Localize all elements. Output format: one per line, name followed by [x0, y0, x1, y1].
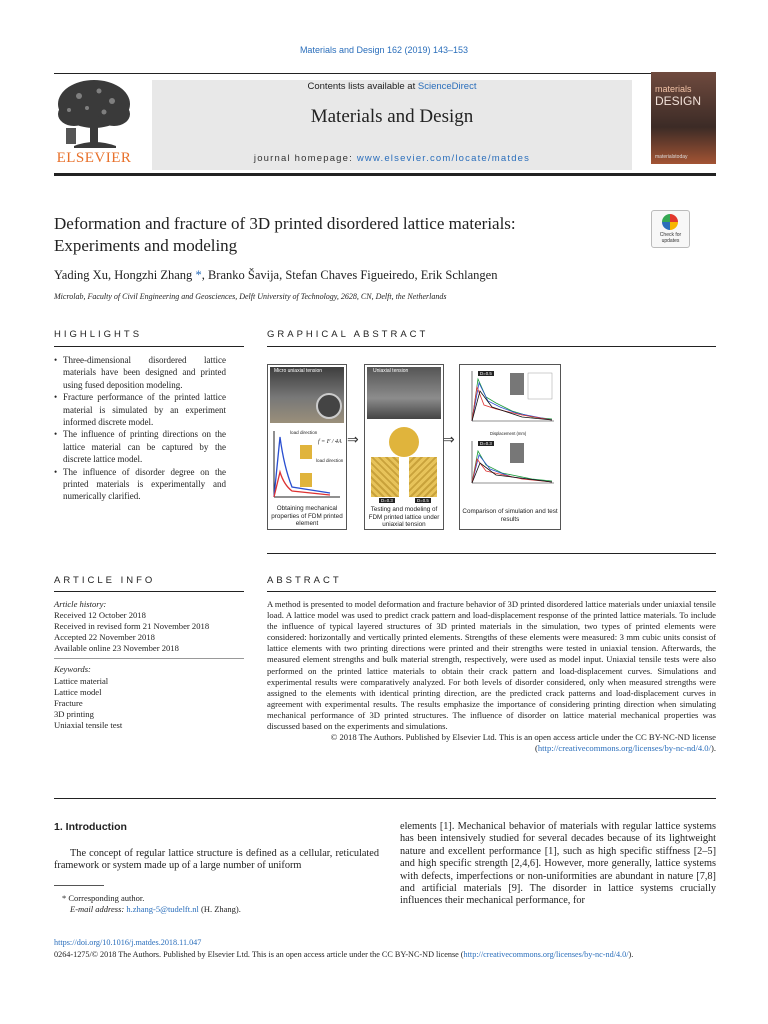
footnote-rule — [54, 885, 104, 886]
article-info-rule — [54, 591, 244, 592]
info-divider — [54, 658, 244, 659]
homepage-line — [152, 153, 632, 164]
arrow-right-icon: ⇒ — [347, 433, 359, 448]
arrow-right-icon: ⇒ — [443, 433, 455, 448]
load-direction-label-1: load direction — [290, 430, 318, 435]
intro-right-column: elements [1]. Mechanical behavior of materials with regular lattice systems has been intensively studied for several decades because of its lightweight nature and excellent performance [1], such as high specific stiffness [2–5] and high specific strength [2,4,6]. However, more generally, lattice systems with defects, imperfections or non-uniformities are abundant in nature [7,8] and artificial materials [9]. The disorder in lattice systems crucially influences their mechanical performance, for — [400, 821, 716, 907]
homepage-link[interactable]: www.elsevier.com/locate/matdes — [356, 153, 531, 164]
copyright-end: ). — [710, 743, 716, 754]
specimen-inset-photo — [316, 393, 342, 419]
graphical-abstract-panel-element — [267, 364, 347, 530]
keyword: Fracture — [54, 697, 83, 708]
footer-license-prefix: 0264-1275/© 2018 The Authors. Published by Elsevier Ltd. This is an open access article under the CC BY-NC-ND license ( — [54, 950, 464, 959]
graphical-abstract-heading: GRAPHICAL ABSTRACT — [267, 329, 429, 340]
graphical-abstract-panel-comparison — [459, 364, 561, 530]
check-updates-icon — [662, 214, 678, 230]
authors-part-2: , Branko Šavija, Stefan Chaves Figueiredo, Erik Schlangen — [201, 268, 498, 282]
uniaxial-tension-photo — [367, 367, 441, 419]
panel3-caption: Comparison of simulation and test results — [462, 508, 558, 523]
micro-tension-label: Micro uniaxial tension — [274, 368, 323, 374]
journal-cover-image[interactable] — [651, 72, 716, 164]
abstract-rule — [267, 591, 716, 592]
footnote — [54, 893, 384, 915]
authors-part-1: Yading Xu, Hongzhi Zhang — [54, 268, 196, 282]
email-note — [54, 904, 384, 915]
uniaxial-tension-label: Uniaxial tension — [373, 368, 409, 374]
contents-line — [152, 81, 632, 92]
journal-name: Materials and Design — [310, 106, 474, 127]
homepage-prefix: journal homepage: — [253, 153, 357, 164]
article-info-heading: ARTICLE INFO — [54, 575, 156, 586]
journal-reference-link[interactable]: Materials and Design 162 (2019) 143–153 — [299, 45, 469, 55]
highlight-item: • The influence of printing directions on the lattice material can be captured by the discrete lattice model. — [54, 428, 226, 465]
title-line-2: Experiments and modeling — [54, 236, 238, 255]
lattice-specimen-a — [371, 457, 399, 497]
lattice-specimen-b — [409, 457, 437, 497]
copyright-text: © 2018 The Authors. Published by Elsevier Ltd. This is an open access article under the CC BY-NC-ND license ( — [330, 732, 716, 754]
panel1-caption: Obtaining mechanical properties of FDM printed element — [271, 505, 343, 527]
load-displacement-chart-2 — [462, 437, 558, 491]
graphical-abstract-rule-bottom — [267, 553, 716, 554]
doi-link[interactable]: https://doi.org/10.1016/j.matdes.2018.11.047 — [54, 938, 202, 947]
keywords-label: Keywords: — [54, 664, 91, 675]
highlights-heading: HIGHLIGHTS — [54, 329, 143, 340]
header-bottom-rule — [54, 173, 716, 176]
author-list — [54, 268, 694, 283]
disorder-label-b: D=0.5 — [417, 498, 429, 503]
introduction-heading: 1. Introduction — [54, 821, 127, 833]
cover-text-small: materials — [655, 84, 692, 94]
corresponding-text: Corresponding author. — [68, 893, 145, 903]
accepted-date: Accepted 22 November 2018 — [54, 632, 155, 643]
abstract-bottom-rule — [54, 798, 716, 799]
header-top-rule — [54, 73, 716, 74]
load-displacement-chart-1 — [462, 367, 558, 431]
revised-date: Received in revised form 21 November 2018 — [54, 621, 210, 632]
abstract-text: A method is presented to model deformation and fracture behavior of 3D printed disordered lattice materials under uniaxial tensile load. A lattice model was used to predict crack pattern and load-displacement response of the printed lattice materials. To include the influence of typical layered structures of 3D printed materials in the simulation, two types of printed elements were considered: horizontally and vertically printed elements. Strengths of these elements were measured: 3 mm cubic units consist of lattice elements with two printing directions were printed and their strengths were tested in uniaxial tension. Afterwards, the measured element strengths and bulk material strength, respectively, were used as model input. Uniaxial tensile tests were also performed on the printed lattice materials to obtain their crack pattern and load-displacement curves. Simulations and experimental results were comparatively analyzed. For both levels of disorder considered, only when measured strengths were assigned to the elements with identical printing direction, are the predicted crack patterns and load-displacement curves in agreement with experimental results. The results emphasize the importance of considering printing direction when simulating mechanical performance of 3D printed structures. The influence of disorder on lattice material mechanical properties was discussed based on the experiments and simulations. — [267, 599, 716, 732]
email-link[interactable]: h.zhang-5@tudelft.nl — [126, 904, 199, 914]
cover-text-big: DESIGN — [655, 94, 702, 108]
check-for-updates-badge[interactable] — [651, 210, 690, 248]
article-title — [54, 213, 614, 257]
email-suffix: (H. Zhang). — [198, 904, 241, 914]
highlight-item: • Fracture performance of the printed lattice material is simulated by an experiment informed discrete model. — [54, 391, 226, 428]
disorder-label-a: D=0.3 — [381, 498, 393, 503]
corresponding-author-link[interactable]: * — [195, 268, 202, 282]
abstract-copyright — [267, 732, 716, 754]
highlights-rule — [54, 346, 244, 347]
footer-license-line — [54, 950, 734, 959]
footer-license-suffix: ). — [628, 950, 634, 959]
keyword: Lattice model — [54, 686, 102, 697]
history-label: Article history: — [54, 599, 107, 609]
contents-prefix: Contents lists available at — [307, 81, 418, 92]
affiliation: Microlab, Faculty of Civil Engineering and Geosciences, Delft University of Technology, 2628, CN, Delft, the Netherlands — [54, 292, 447, 301]
graphical-abstract-rule-top — [267, 346, 716, 347]
license-link[interactable]: http://creativecommons.org/licenses/by-nc-nd/4.0/ — [537, 743, 711, 754]
cover-text-bottom: materialstoday — [655, 154, 688, 160]
keyword: Uniaxial tensile test — [54, 719, 123, 730]
highlights-list — [54, 354, 226, 503]
keyword: 3D printing — [54, 708, 94, 719]
strength-formula: f = F / 4A — [318, 439, 342, 445]
footer-license-link[interactable]: http://creativecommons.org/licenses/by-nc-nd/4.0/ — [463, 950, 629, 959]
chart2-tag: D=0.3 — [480, 441, 492, 446]
email-label: E-mail address: — [70, 904, 127, 914]
article-info-block — [54, 599, 244, 731]
highlight-item: • Three-dimensional disordered lattice materials have been designed and printed using fused deposition modeling. — [54, 354, 226, 391]
chart1-tag: D=0.5 — [480, 371, 492, 376]
abstract-body — [267, 599, 716, 754]
received-date: Received 12 October 2018 — [54, 610, 146, 621]
sciencedirect-link[interactable]: ScienceDirect — [417, 81, 477, 92]
online-date: Available online 23 November 2018 — [54, 643, 179, 654]
corresponding-note: * Corresponding author. — [62, 893, 145, 903]
intro-left-column: The concept of regular lattice structure is defined as a cellular, reticulated framework or system made up of a large number of uniform — [54, 848, 379, 872]
panel2-caption: Testing and modeling of FDM printed lattice under uniaxial tension — [368, 506, 440, 528]
check-updates-label: Check for updates — [659, 232, 682, 244]
keyword: Lattice material — [54, 675, 109, 686]
abstract-heading: ABSTRACT — [267, 575, 342, 586]
elsevier-wordmark: ELSEVIER — [56, 150, 132, 166]
graphical-abstract-panel-lattice — [364, 364, 444, 530]
title-line-1: Deformation and fracture of 3D printed disordered lattice materials: — [54, 214, 516, 233]
highlight-item: • The influence of disorder degree on the printed materials is experimentally and numerically clarified. — [54, 466, 226, 503]
load-direction-label-2: load direction — [316, 458, 344, 463]
lattice-node-sketch — [389, 427, 419, 457]
chart1-xlabel: Displacement (mm) — [490, 431, 527, 436]
